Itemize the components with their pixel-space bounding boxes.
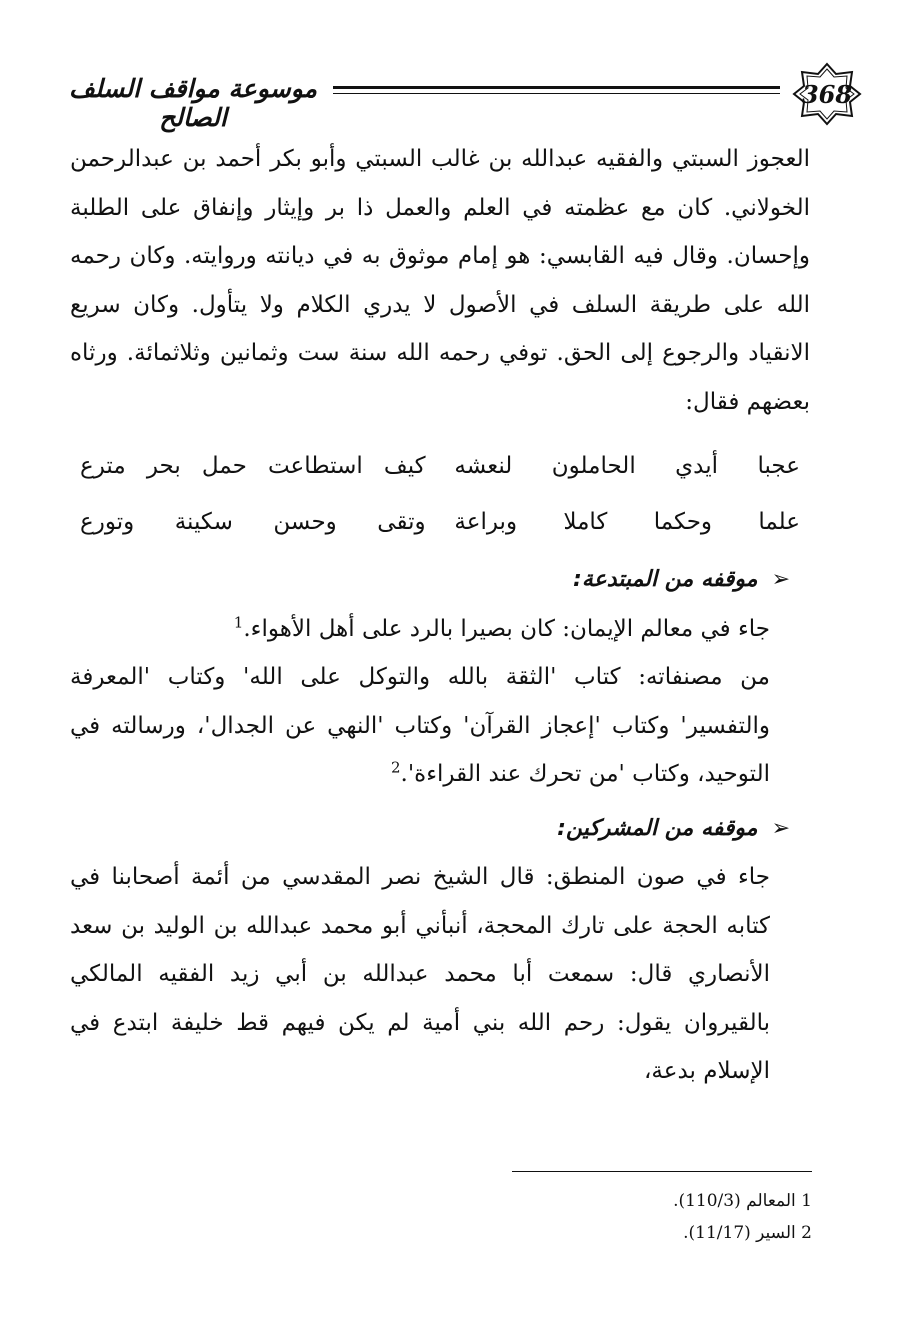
paragraph — [70, 653, 810, 799]
arrow-left-icon: ➢ — [771, 567, 790, 592]
poem-hemistich: وتقى وحسن سكينة وتورع — [80, 509, 426, 535]
footnote-number: 1 — [801, 1191, 812, 1211]
section-title: موقفه من المشركين: — [557, 815, 758, 841]
arrow-left-icon: ➢ — [771, 815, 790, 841]
poem-verse — [80, 494, 800, 550]
section-heading — [70, 805, 810, 854]
main-text — [70, 135, 810, 1096]
footnotes — [212, 1185, 812, 1249]
header-rule — [333, 86, 780, 89]
footnote — [212, 1185, 812, 1217]
paragraph-text: جاء في معالم الإيمان: كان بصيرا بالرد على أهل الأهواء. — [243, 615, 770, 642]
footnote-text: السير (11/17). — [683, 1223, 796, 1243]
paragraph-text: من مصنفاته: كتاب 'الثقة بالله والتوكل على الله' وكتاب 'المعرفة والتفسير' وكتاب 'إعجاز القرآن' وكتاب 'النهي عن الجدال'، ورسالته في التوحيد، وكتاب 'من تحرك عند القراءة'. — [70, 664, 770, 787]
footnote-ref: 1 — [233, 612, 244, 631]
page-header — [58, 62, 868, 132]
paragraph — [70, 605, 810, 654]
book-title: موسوعة مواقف السلف الصالح — [69, 74, 317, 132]
footnote-ref: 2 — [390, 758, 401, 777]
poem-hemistich: علما وحكما كاملا وبراعة — [454, 509, 800, 535]
paragraph: جاء في صون المنطق: قال الشيخ نصر المقدسي من أئمة أصحابنا في كتابه الحجة على تارك المحجة، أنبأني أبو محمد عبدالله بن الوليد بن سعد الأنصاري قال: سمعت أبا محمد عبدالله بن أبي زيد الفقيه المالكي بالقيروان يقول: رحم الله بني أمية لم يكن فيهم قط خليفة ابتدع في الإسلام بدعة، — [70, 864, 770, 1084]
paragraph: العجوز السبتي والفقيه عبدالله بن غالب السبتي وأبو بكر أحمد بن عبدالرحمن الخولاني. كان مع عظمته في العلم والعمل ذا بر وإيثار وإنفاق على الطلبة وإحسان. وقال فيه القابسي: هو إمام موثوق به في ديانته وروايته. وكان رحمه الله على طريقة السلف في الأصول لا يدري الكلام ولا يتأول. وكان سريع الانقياد والرجوع إلى الحق. توفي رحمه الله سنة ست وثمانين وثلاثمائة. ورثاه بعضهم فقال: — [70, 146, 810, 415]
footnote-number: 2 — [801, 1223, 812, 1243]
section-heading — [70, 556, 810, 605]
poem-verse — [80, 438, 800, 494]
poem-hemistich: عجبا أيدي الحاملون لنعشه — [454, 453, 800, 479]
poem — [80, 438, 800, 550]
footnote-text: المعالم (110/3). — [673, 1191, 796, 1211]
poem-hemistich: كيف استطاعت حمل بحر مترع — [80, 453, 426, 479]
page-number-badge — [792, 62, 862, 126]
footnote-separator — [512, 1171, 812, 1172]
page-number: 368 — [801, 80, 853, 109]
header-rule-thin — [333, 93, 780, 94]
footnote — [212, 1217, 812, 1249]
section-title: موقفه من المبتدعة: — [573, 567, 758, 592]
